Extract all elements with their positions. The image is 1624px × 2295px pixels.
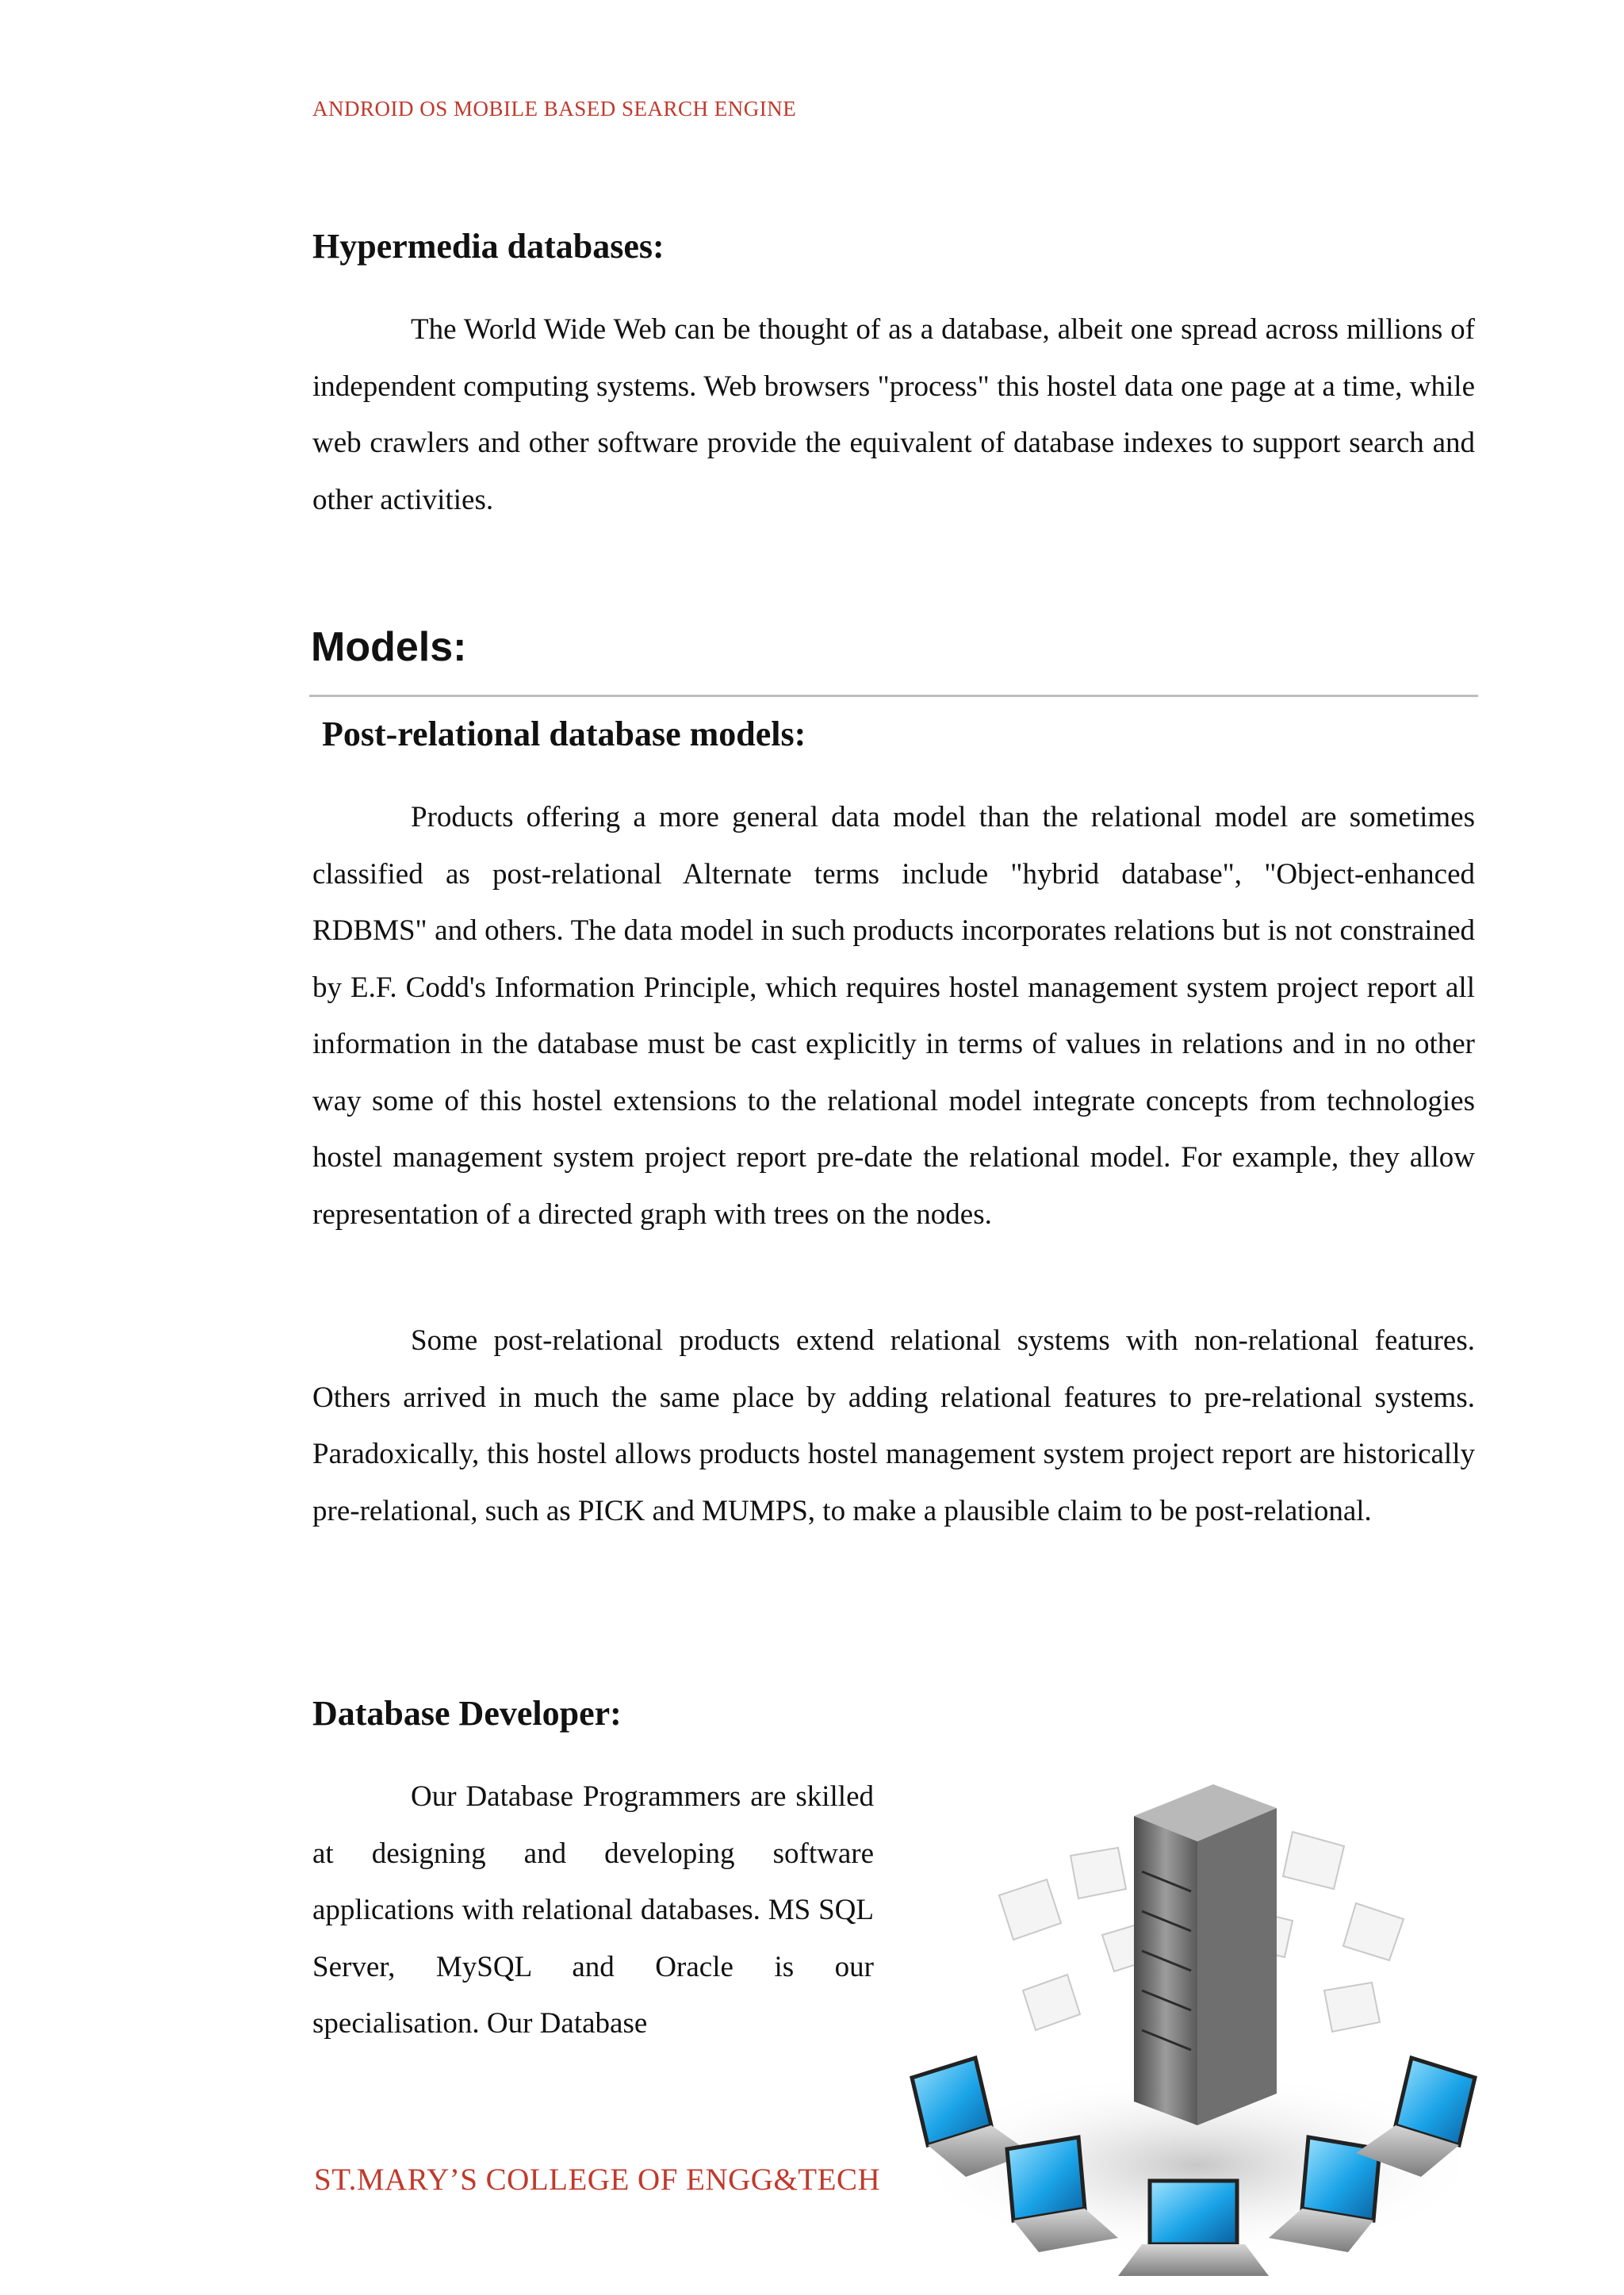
section-divider: [309, 695, 1478, 697]
post-relational-paragraph-1: Products offering a more general data model than the relational model are sometimes classified as post-relational Alternate terms include "hybrid database", "Object-enhanced RDBMS" and others. The data model in such products incorporates relations but is not constrained by E.F. Codd's Information Principle, which requires hostel management system project report all information in the database must be cast explicitly in terms of values in relations and in no other way some of this hostel extensions to the relational model integrate concepts from technologies hostel management system project report pre-date the relational model. For example, they allow representation of a directed graph with trees on the nodes.: [312, 801, 1475, 1231]
hypermedia-paragraph: The World Wide Web can be thought of as a database, albeit one spread across millions of independent computing systems. Web browsers "process" this hostel data one page at a time, while web crawlers and other software provide the equivalent of database indexes to support search and other activities.: [312, 313, 1475, 516]
footer-institution: ST.MARY’S COLLEGE OF ENGG&TECH: [314, 2163, 881, 2197]
database-developer-paragraph: Our Database Programmers are skilled at designing and developing software applications with relational databases. MS SQL Server, MySQL and Oracle is our specialisation. Our Database: [312, 1780, 874, 2040]
database-developer-heading: Database Developer:: [312, 1694, 622, 1733]
running-header: ANDROID OS MOBILE BASED SEARCH ENGINE: [312, 97, 797, 121]
hypermedia-heading: Hypermedia databases:: [312, 227, 665, 266]
server-network-illustration: [880, 1753, 1507, 2295]
models-heading: Models:: [311, 624, 467, 670]
post-relational-heading: Post-relational database models:: [322, 715, 806, 753]
post-relational-paragraph-2: Some post-relational products extend relational systems with non-relational features. Others arrived in much the same place by adding relational features to pre-relational systems. Paradoxically, this hostel allows products hostel management system project report are historically pre-relational, such as PICK and MUMPS, to make a plausible claim to be post-relational.: [312, 1324, 1475, 1527]
